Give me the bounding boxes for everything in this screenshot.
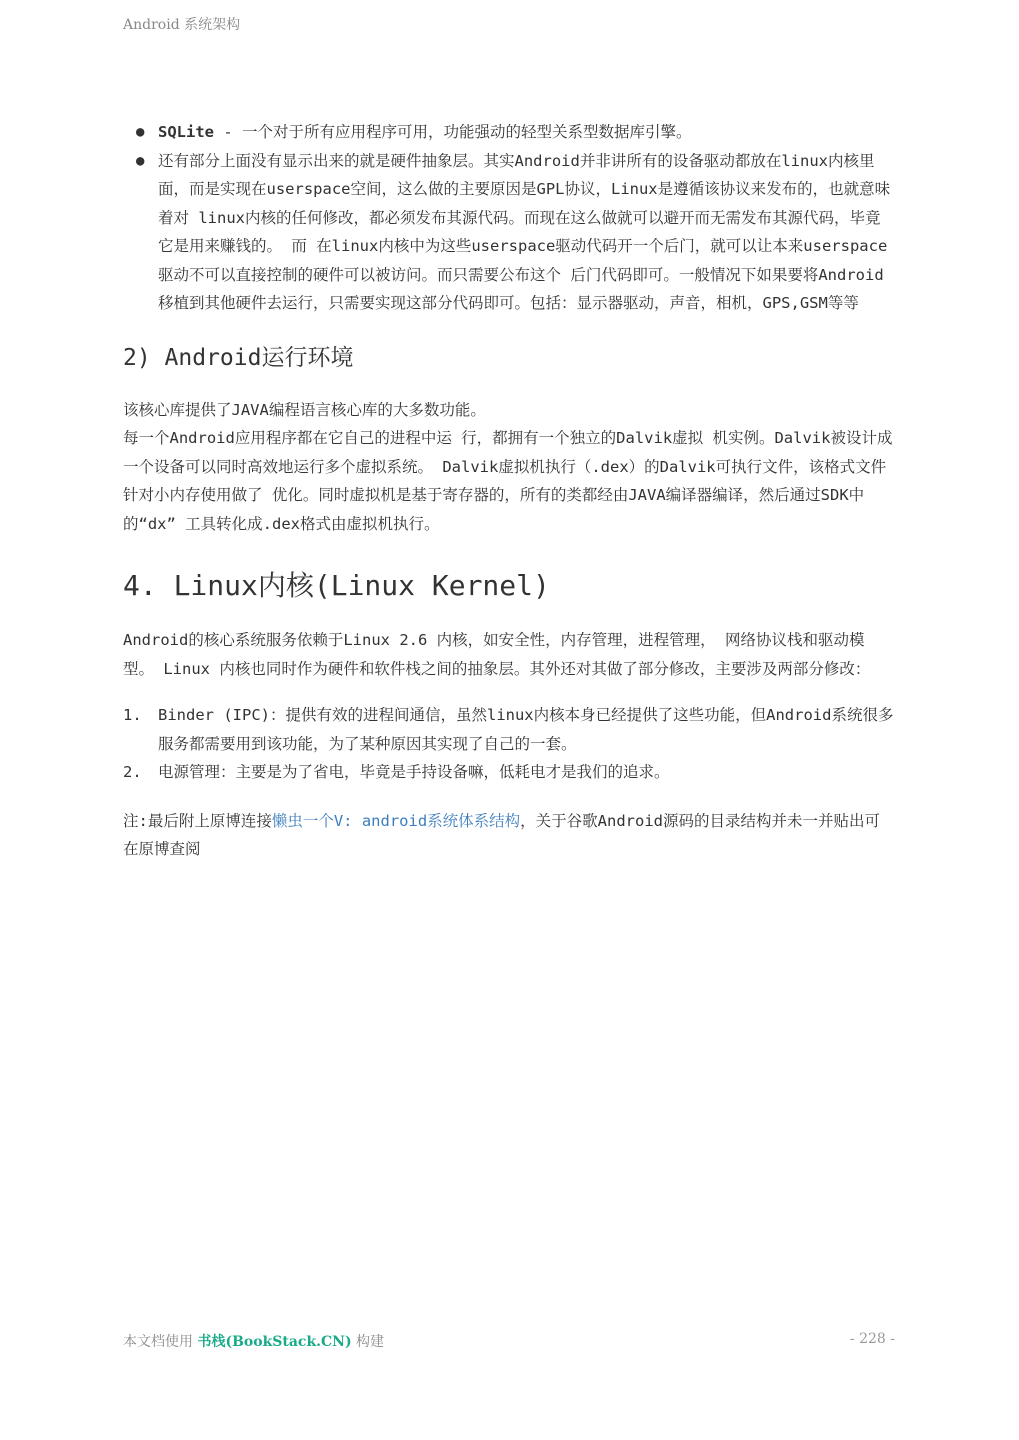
runtime-heading: 2) Android运行环境	[123, 344, 354, 371]
list-item	[123, 758, 895, 787]
list-item	[136, 118, 895, 147]
bookstack-link[interactable]: 书栈(BookStack.CN)	[197, 1334, 352, 1350]
kernel-intro: Android的核心系统服务依赖于Linux 2.6 内核，如安全性，内存管理，进程管理， 网络协议栈和驱动模型。 Linux 内核也同时作为硬件和软件栈之间的抽象层。其外还对其做了部分修改，主要涉及两部分修改：	[123, 631, 871, 678]
sqlite-term: SQLite	[158, 123, 214, 141]
list-item	[136, 147, 895, 318]
document-body	[123, 118, 895, 864]
footer-suffix: 构建	[351, 1334, 385, 1350]
list-item-text: Binder (IPC)：提供有效的进程间通信，虽然linux内核本身已经提供了这些功能，但Android系统很多服务都需要用到该功能，为了某种原因其实现了自己的一套。	[158, 706, 894, 753]
kernel-heading: 4. Linux内核(Linux Kernel)	[123, 569, 550, 602]
sqlite-description: - 一个对于所有应用程序可用，功能强动的轻型关系型数据库引擎。	[214, 123, 692, 141]
list-item	[123, 701, 895, 758]
footer-credit	[123, 1331, 384, 1351]
list-item-text: 电源管理：主要是为了省电，毕竟是手持设备嘛，低耗电才是我们的追求。	[158, 763, 670, 781]
note-suffix: ，关于谷歌Android源码的目录结构并未一并贴出可在原博查阅	[123, 811, 880, 858]
list-number: 1.	[123, 706, 142, 724]
runtime-paragraph-1: 该核心库提供了JAVA编程语言核心库的大多数功能。	[123, 400, 486, 419]
running-header: Android 系统架构	[123, 17, 241, 33]
note-prefix: 注:最后附上原博连接	[123, 811, 272, 830]
list-number: 2.	[123, 763, 142, 781]
component-bullet-list	[123, 118, 895, 318]
runtime-paragraph-2: 每一个Android应用程序都在它自己的进程中运 行，都拥有一个独立的Dalvik虚拟 机实例。Dalvik被设计成一个设备可以同时高效地运行多个虚拟系统。 Dalvik虚拟机执行（.dex）的Dalvik可执行文件，该格式文件针对小内存使用做了 优化。同时虚拟机是基于寄存器的，所有的类都经由JAVA编译器编译，然后通过SDK中 的“dx” 工具转化成.dex格式由虚拟机执行。	[123, 429, 893, 533]
hal-description: 还有部分上面没有显示出来的就是硬件抽象层。其实Android并非讲所有的设备驱动都放在linux内核里面，而是实现在userspace空间，这么做的主要原因是GPL协议，Linux是遵循该协议来发布的，也就意味着对 linux内核的任何修改，都必须发布其源代码。而现在这么做就可以避开而无需发布其源代码，毕竟它是用来赚钱的。 而 在linux内核中为这些userspace驱动代码开一个后门，就可以让本来userspace驱动不可以直接控制的硬件可以被访问。而只需要公布这个 后门代码即可。一般情况下如果要将Android移植到其他硬件去运行，只需要实现这部分代码即可。包括：显示器驱动，声音，相机，GPS,GSM等等	[158, 151, 891, 312]
bullet-icon: ●	[136, 124, 145, 140]
footer-prefix: 本文档使用	[123, 1334, 198, 1350]
source-link[interactable]: 懒虫一个V: android系统体系结构	[271, 811, 521, 830]
page-number: - 228 -	[849, 1331, 895, 1347]
kernel-modification-list	[123, 701, 895, 787]
bullet-icon: ●	[136, 152, 145, 169]
source-note	[123, 807, 895, 864]
